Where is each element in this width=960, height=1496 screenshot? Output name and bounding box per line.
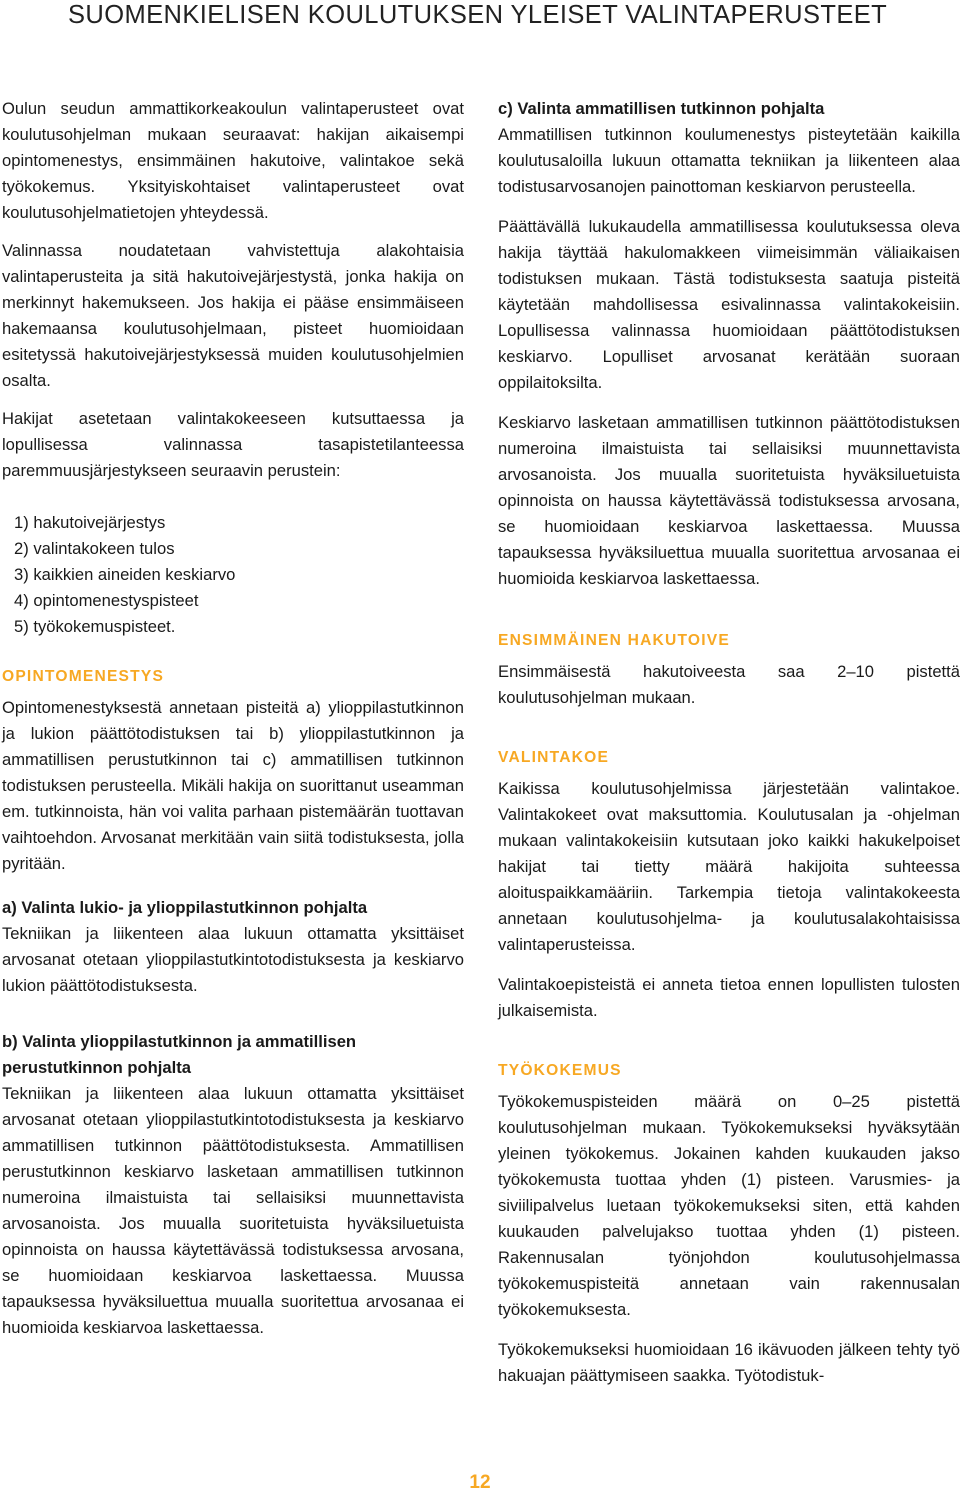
valintakoe-results-paragraph: Valintakoepisteistä ei anneta tietoa ennen lopullisten tulosten julkaisemista. xyxy=(498,975,960,1020)
list-item: 5) työkokemuspisteet. xyxy=(14,617,176,636)
list-item: 3) kaikkien aineiden keskiarvo xyxy=(14,565,236,584)
selection-order-paragraph: Valinnassa noudatetaan vahvistettuja alakohtaisia valintaperusteita ja sitä hakutoivejärjestystä, jonka hakija on merkinnyt hakemukseen. Jos hakija ei pääse ensimmäiseen hakemaansa koulutusohjelmaan, pisteet huomioidaan esitetyssä hakutoivejärjestyksessä muiden koulutusohjelmien osalta. xyxy=(2,241,464,390)
opintomenestys-paragraph: Opintomenestyksestä annetaan pisteitä a) ylioppilastutkinnon ja lukion päättötodistuksen tai b) ylioppilastutkinnon ja ammatillisen perustutkinnon tai c) ammatillisen tutkinnon todistuksen perusteella. Mikäli hakija on suorittanut useamman em. tutkinnoista, hän voi valita parhaan pistemäärän tuottavan vaihtoehdon. Arvosanat merkitään vain siitä todistuksesta, jolla pyritään. xyxy=(2,698,464,873)
right-column xyxy=(498,96,960,1389)
average-paragraph: Keskiarvo lasketaan ammatillisen tutkinnon päättötodistuksen numeroina ilmaistuista tai sellaisiksi muunnettavista arvosanoista. Jos muualla suoritetuista hyväksiluetuista opinnoista on haussa käytettävässä todistuksessa arvosana, se huomioidaan keskiarvoa laskettaessa. Muussa tapauksessa hyväksiluettua muualla suoritettua arvosanaa ei huomioida keskiarvoa laskettaessa. xyxy=(498,413,960,588)
hakutoive-heading: ENSIMMÄINEN HAKUTOIVE xyxy=(498,632,730,649)
list-item: 4) opintomenestyspisteet xyxy=(14,591,199,610)
tyokokemus-age-paragraph: Työkokemukseksi huomioidaan 16 ikävuoden jälkeen tehty työ hakuajan päättymiseen saakka. Työtodistuk- xyxy=(498,1340,960,1385)
opintomenestys-heading: OPINTOMENESTYS xyxy=(2,668,165,685)
valintakoe-heading: VALINTAKOE xyxy=(498,749,610,766)
left-column xyxy=(2,96,464,1341)
option-c-paragraph: Ammatillisen tutkinnon koulumenestys pisteytetään kaikilla koulutusaloilla lukuun ottamatta tekniikan ja liikenteen alaa todistusarvosanojen painottoman keskiarvon perusteella. xyxy=(498,125,960,196)
page-title: SUOMENKIELISEN KOULUTUKSEN YLEISET VALINTAPERUSTEET xyxy=(68,1,888,29)
tiebreak-paragraph: Hakijat asetetaan valintakokeeseen kutsuttaessa ja lopullisessa valinnassa tasapistetilanteessa paremmuusjärjestykseen seuraavin perustein: xyxy=(2,409,464,480)
tyokokemus-paragraph: Työkokemuspisteiden määrä on 0–25 pistettä koulutusohjelman mukaan. Työkokemukseksi hyväksytään yleinen työkokemus. Jokainen kahden kuukauden jakso työkokemusta tuottaa yhden (1) pisteen. Varusmies- ja siviilipalvelus luetaan työkokemukseksi siten, että kahden kuukauden palvelujakso tuottaa yhden (1) pisteen. Rakennusalan työnjohdon koulutusohjelmassa työkokemuspisteitä annetaan vain rakennusalan työkokemuksesta. xyxy=(498,1092,960,1319)
tyokokemus-heading: TYÖKOKEMUS xyxy=(498,1062,622,1079)
option-a-paragraph: Tekniikan ja liikenteen alaa lukuun ottamatta yksittäiset arvosanat otetaan ylioppilastutkintotodistuksesta ja keskiarvo lukion päättötodistuksesta. xyxy=(2,924,464,995)
hakutoive-paragraph: Ensimmäisestä hakutoiveesta saa 2–10 pistettä koulutusohjelman mukaan. xyxy=(498,662,960,707)
final-term-paragraph: Päättävällä lukukaudella ammatillisessa koulutuksessa oleva hakija täyttää hakulomakkeen viimeisimmän väliaikaisen todistuksen mukaan. Tästä todistuksesta saatuja pisteitä käytetään mahdollisessa esivalinnassa valintakokeisiin. Lopullisessa valinnassa huomioidaan päättötodistuksen keskiarvo. Lopulliset arvosanat kerätään suoraan oppilaitoksilta. xyxy=(498,217,960,392)
list-item: 2) valintakokeen tulos xyxy=(14,539,175,558)
tiebreak-criteria-list xyxy=(2,510,464,640)
option-a-heading: a) Valinta lukio- ja ylioppilastutkinnon pohjalta xyxy=(2,898,368,917)
list-item: 1) hakutoivejärjestys xyxy=(14,513,166,532)
intro-paragraph: Oulun seudun ammattikorkeakoulun valintaperusteet ovat koulutusohjelman mukaan seuraavat: hakijan aikaisempi opintomenestys, ensimmäinen hakutoive, valintakoe sekä työkokemus. Yksityiskohtaiset valintaperusteet ovat koulutusohjelmatietojen yhteydessä. xyxy=(2,99,464,222)
option-c-heading: c) Valinta ammatillisen tutkinnon pohjalta xyxy=(498,99,825,118)
option-b-heading: b) Valinta ylioppilastutkinnon ja ammatillisen perustutkinnon pohjalta xyxy=(2,1032,357,1077)
option-b-paragraph: Tekniikan ja liikenteen alaa lukuun ottamatta yksittäiset arvosanat otetaan ylioppilastutkintotodistuksesta ja keskiarvo ammatillisen tutkinnon päättötodistuksesta. Ammatillisen perustutkinnon keskiarvo lasketaan ammatillisen tutkinnon numeroina ilmaistuista tai sellaisiksi muunnettavista arvosanoista. Jos muualla suoritetuista hyväksiluetuista opinnoista on haussa käytettävässä todistuksessa arvosana, se huomioidaan keskiarvoa laskettaessa. Muussa tapauksessa hyväksiluettua muualla suoritettua arvosanaa ei huomioida keskiarvoa laskettaessa. xyxy=(2,1084,464,1337)
page-number: 12 xyxy=(469,1472,491,1493)
valintakoe-paragraph: Kaikissa koulutusohjelmissa järjestetään valintakoe. Valintakokeet ovat maksuttomia. Koulutusalan ja -ohjelman mukaan valintakokeisiin kutsutaan joko kaikki hakukelpoiset hakijat tai tietty määrä hakijoita suhteessa aloituspaikkamääriin. Tarkempia tietoja valintakokeesta annetaan koulutusohjelma- ja koulutusalakohtaisissa valintaperusteissa. xyxy=(498,779,960,954)
